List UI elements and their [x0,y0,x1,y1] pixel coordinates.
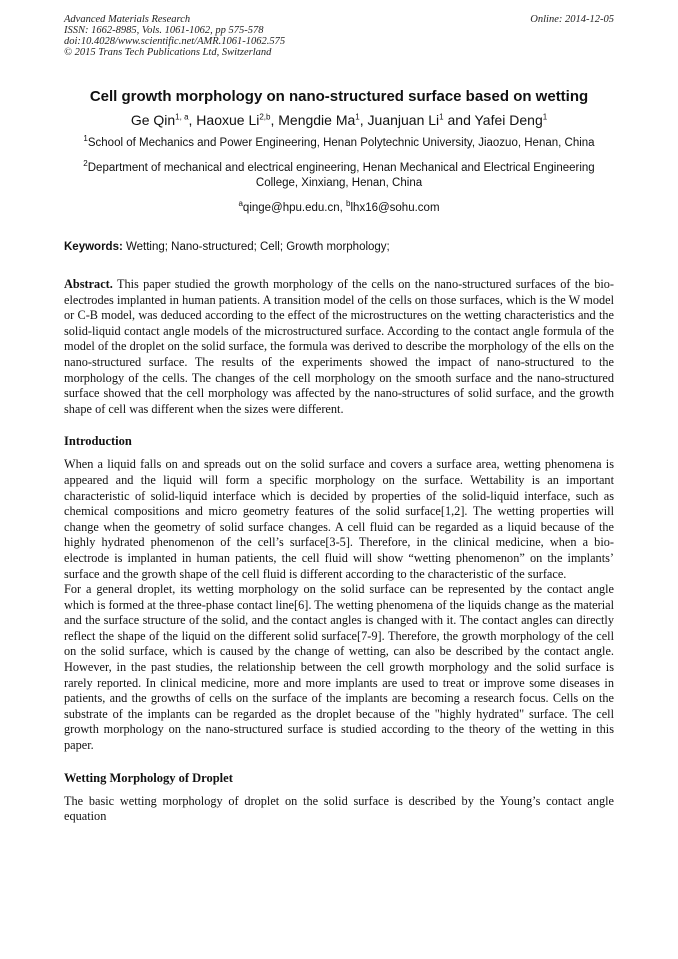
affiliation-text: School of Mechanics and Power Engineering, Henan Polytechnic University, Jiaozuo, Henan, China [87,137,595,149]
affiliation-sup: 2 [83,159,88,169]
journal-header [64,14,614,58]
affiliation-sup: 1 [83,134,88,144]
author-sep: , [270,112,279,128]
author-sup: 2,b [259,112,271,122]
abstract [64,277,614,417]
affiliation-2 [64,161,614,191]
email-separator: , [339,202,347,214]
author-sep: and [443,112,475,128]
doi-line[interactable]: doi:10.4028/www.scientific.net/AMR.1061-1062.575 [64,36,286,47]
affiliation-1 [64,136,614,151]
email-line [64,201,614,216]
paper-title: Cell growth morphology on nano-structured surface based on wetting [89,88,589,105]
keywords-text: Wetting; Nano-structured; Cell; Growth morphology; [122,241,390,253]
author-sup: 1 [439,112,444,122]
author-sep: , [188,112,197,128]
wetting-paragraph: The basic wetting morphology of droplet on the solid surface is described by the Young’s contact angle equation [64,793,614,824]
abstract-text: This paper studied the growth morphology of the cells on the nano-structured surfaces of the bio-electrodes implanted in human patients. A transition model of the cells on those surfaces, which is the W model or C-B model, was deduced according to the effect of the microstructures on the wetting characteristics and the solid-liquid contact angle models of the microstructured surface. According to the contact angle formula of the model of the droplet on the solid surface, the formula was derived to describe the morphology of the ells on the nano-structured surface. The results of the experiments showed the impact of nano-structured to the morphology of the cells. The changes of the cell morphology on the smooth surface and the nano-structured surface showed that the cell morphology was affected by the nano-structures of solid surface, and the growth shape of cell was different when the sizes were different. [64,277,614,416]
journal-name: Advanced Materials Research [64,14,191,25]
author-name: Yafei Deng [474,112,543,128]
wetting-heading: Wetting Morphology of Droplet [64,770,233,785]
online-date: Online: 2014-12-05 [530,14,614,25]
keywords [64,240,614,255]
author-list [64,111,614,129]
author-name: Haoxue Li [196,112,260,128]
abstract-label: Abstract. [64,277,113,291]
author-sup: 1 [542,112,548,122]
author-sup: 1, a [175,112,189,122]
email-address[interactable]: lhx16@sohu.com [350,202,440,214]
introduction-paragraph: For a general droplet, its wetting morphology on the solid surface can be represented by the contact angle which is formed at the three-phase contact line[6]. The wetting phenomena of the liquids change as the material and the surface structure of the solid, and the contact angles is changed with it. The contact angles can directly reflect the shape of the liquid on the different solid surface[7-9]. Therefore, the growth morphology of the cell on the solid surface, which is caused by the change of wetting, can also be described by the contact angle. However, in the past studies, the relationship between the cell growth morphology and the solid surface is rarely reported. In clinical medicine, more and more implants are used to treat or improve some diseases in patients, and the growths of cells on the surface of the implants are becoming a research focus. Cells on the substrate of the implants can be regarded as the droplet because of the "highly hydrated" surface. The cell growth morphology on the nano-structured surface is studied according to the theory of the wetting in this paper. [64,582,614,753]
author-name: Mengdie Ma [278,112,356,128]
author-name: Juanjuan Li [367,112,440,128]
introduction-paragraph: When a liquid falls on and spreads out on the solid surface and covers a surface area, wetting phenomena is appeared and the liquid will form a specific morphology on the surface. Wettability is an important characteristic of solid-liquid interface which is decided by properties of the solid-liquid interface, such as chemical compositions and micro geometry features of the solid surface[1,2]. The wetting properties will change when the geometry of solid surface changes. A cell fluid can be regarded as a liquid because of the highly hydrated phenomenon of the cell’s surface[3-5]. Therefore, in the clinical medicine, when a bio-electrode is implanted in human patients, the cell fluid will show “wetting phenomenon” on the implants’ surface and the growth shape of the cell fluid is different according to the characteristic of the surface. [64,457,614,581]
keywords-label: Keywords: [64,241,123,253]
email-sup: a [238,199,243,209]
affiliation-text: Department of mechanical and electrical engineering, Henan Mechanical and Electrical Engineering College, Xinxiang, Henan, China [87,162,595,189]
author-sup: 1 [355,112,360,122]
author-sep: , [359,112,368,128]
copyright-line: © 2015 Trans Tech Publications Ltd, Switzerland [64,47,272,58]
email-address[interactable]: qinge@hpu.edu.cn [242,202,340,214]
introduction-heading: Introduction [64,434,132,449]
issn-line: ISSN: 1662-8985, Vols. 1061-1062, pp 575-578 [64,25,264,36]
author-name: Ge Qin [130,112,176,128]
email-sup: b [346,199,351,209]
